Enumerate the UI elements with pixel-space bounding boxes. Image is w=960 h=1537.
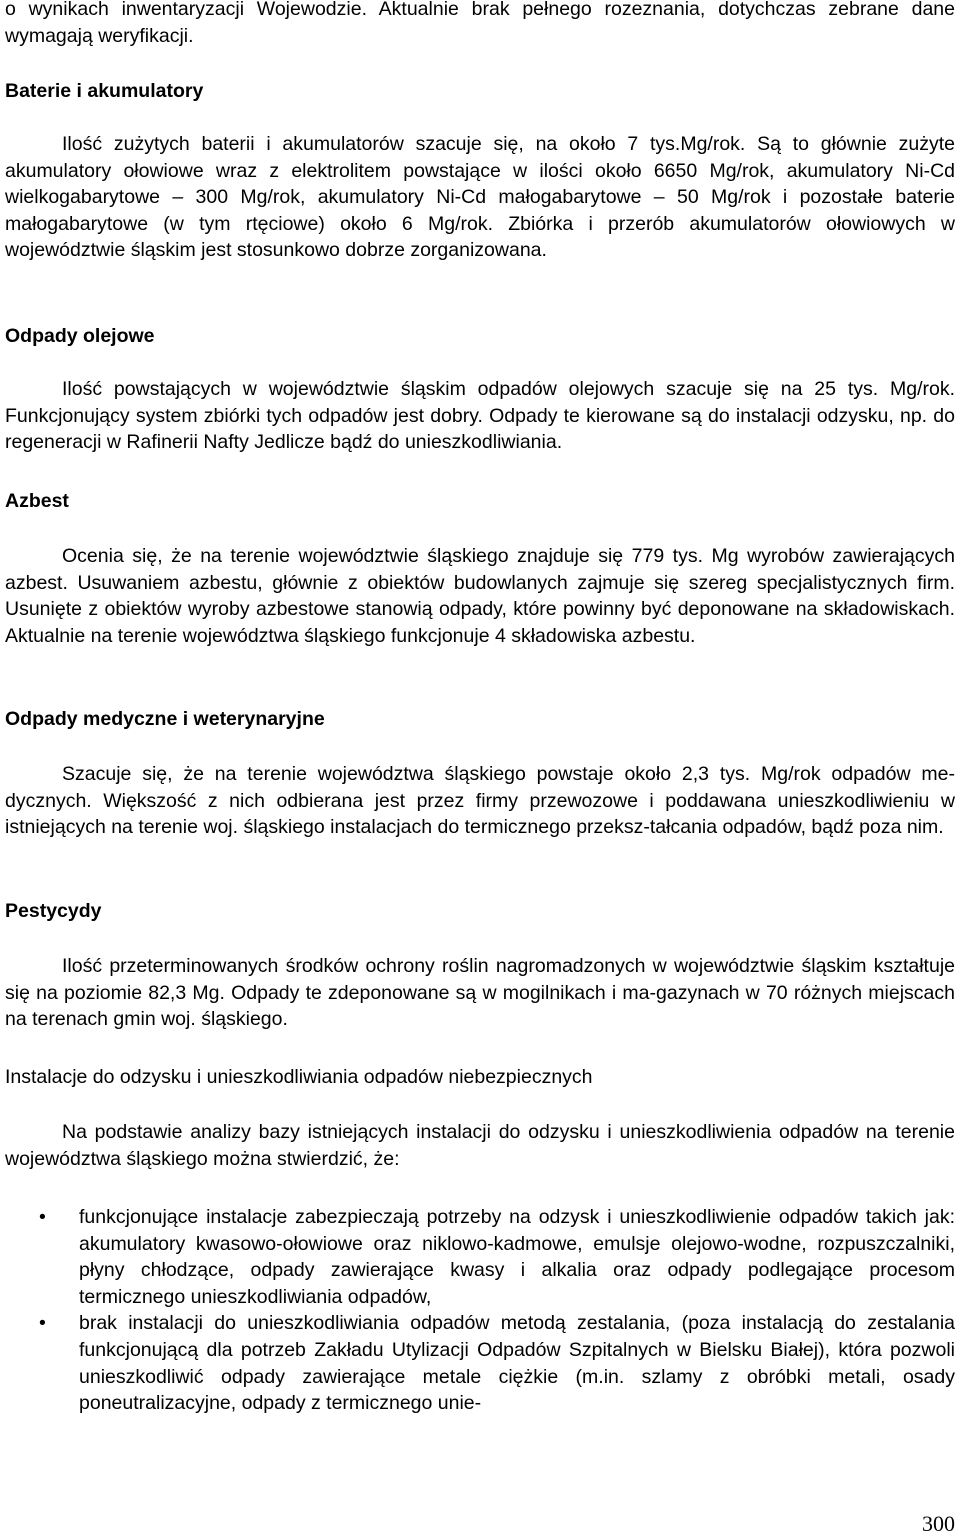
paragraph-pesticides-text: Ilość przeterminowanych środków ochrony roślin nagromadzonych w województwie śląskim kształtuje się na poziomie 82,3 Mg. Odpady te zdeponowane są w mogilnikach i ma-gazynach w 70 różnych miejscach na terenach gmin woj. śląskiego. (5, 955, 955, 1031)
list-item (0, 1310, 955, 1416)
paragraph-batteries (5, 131, 955, 264)
heading-oil-waste: Odpady olejowe (5, 325, 155, 347)
paragraph-installations-text: Na podstawie analizy bazy istniejących instalacji do odzysku i unieszkodliwienia odpadów na terenie województwa śląskiego można stwierdzić, że: (5, 1121, 955, 1170)
list-item (0, 1204, 955, 1310)
intro-text: o wynikach inwentaryzacji Wojewodzie. Aktualnie brak pełnego rozeznania, dotychczas zebrane dane wymagają weryfikacji. (5, 0, 955, 47)
paragraph-asbestos (5, 543, 955, 649)
findings-list (0, 1204, 955, 1417)
list-item-text: brak instalacji do unieszkodliwiania odpadów metodą zestalania, (poza instalacją do zestalania funkcjonującą dla potrzeb Zakładu Utylizacji Odpadów Szpitalnych w Bielsku Białej), która pozwoli unieszkodliwić odpady zawierające metale ciężkie (m.in. szlamy z obróbki metali, osady poneutralizacyjne, odpady z termicznego unie- (79, 1312, 955, 1415)
paragraph-asbestos-text: Ocenia się, że na terenie województwie śląskiego znajduje się 779 tys. Mg wyrobów zawierających azbest. Usuwaniem azbestu, głównie z obiektów budowlanych zajmuje się szereg specjalistycznych firm. Usunięte z obiektów wyroby azbestowe stanowią odpady, które powinny być deponowane na składowiskach. Aktualnie na terenie województwa śląskiego funkcjonuje 4 składowiska azbestu. (5, 545, 955, 647)
heading-medical-waste: Odpady medyczne i weterynaryjne (5, 708, 325, 730)
list-item-text: funkcjonujące instalacje zabezpieczają potrzeby na odzysk i unieszkodliwienie odpadów takich jak: akumulatory kwasowo-ołowiowe oraz niklowo-kadmowe, emulsje olejowo-wodne, rozpuszczalniki, płyny chłodzące, odpady zawierające kwasy i alkalia oraz odpady podlegające procesom termicznego unieszkodliwiania odpadów, (79, 1206, 955, 1308)
heading-installations: Instalacje do odzysku i unieszkodliwiania odpadów niebezpiecznych (5, 1066, 593, 1088)
paragraph-medical-waste-text: Szacuje się, że na terenie województwa śląskiego powstaje około 2,3 tys. Mg/rok odpadów me-dycznych. Większość z nich odbierana jest przez firmy przewozowe i poddawana unieszkodliwieniu w istniejących na terenie woj. śląskiego instalacjach do termicznego przeksz-tałcania odpadów, bądź poza nim. (5, 763, 955, 839)
heading-asbestos: Azbest (5, 490, 69, 512)
bullet-icon: • (39, 1206, 46, 1228)
paragraph-oil-waste-text: Ilość powstających w województwie śląskim odpadów olejowych szacuje się na 25 tys. Mg/rok. Funkcjonujący system zbiórki tych odpadów jest dobry. Odpady te kierowane są do instalacji odzysku, np. do regeneracji w Rafinerii Nafty Jedlicze bądź do unieszkodliwiania. (5, 378, 955, 454)
paragraph-oil-waste (5, 376, 955, 456)
bullet-icon: • (39, 1312, 46, 1335)
paragraph-pesticides (5, 953, 955, 1033)
page-number: 300 (922, 1511, 955, 1536)
heading-batteries: Baterie i akumulatory (5, 80, 204, 102)
paragraph-installations (5, 1119, 955, 1172)
paragraph-batteries-text: Ilość zużytych baterii i akumulatorów szacuje się, na około 7 tys.Mg/rok. Są to głównie zużyte akumulatory ołowiowe wraz z elektrolitem powstające w ilości około 6650 Mg/rok, akumulatory Ni-Cd wielkogabarytowe – 300 Mg/rok, akumulatory Ni-Cd małogabarytowe – 50 Mg/rok i pozostałe baterie małogabarytowe (w tym rtęciowe) około 6 Mg/rok. Zbiórka i przerób akumulatorów ołowiowych w województwie śląskim jest stosunkowo dobrze zorganizowana. (5, 133, 955, 262)
paragraph-medical-waste (5, 761, 955, 841)
intro-paragraph (5, 0, 955, 49)
heading-pesticides: Pestycydy (5, 900, 102, 922)
